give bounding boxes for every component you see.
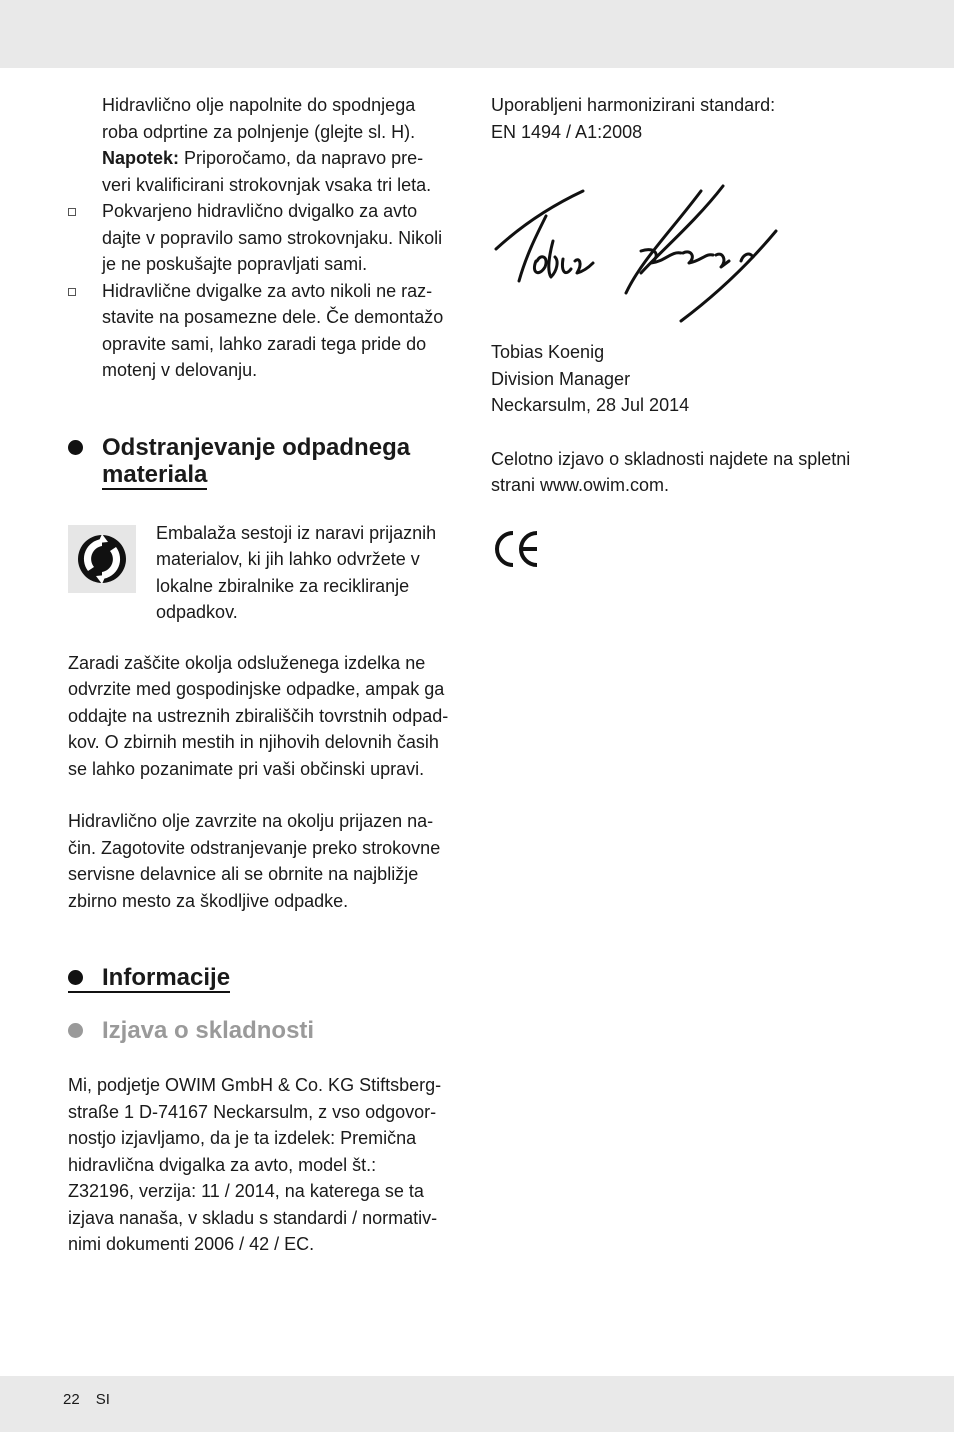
bullet-square-icon — [68, 288, 76, 296]
text-line: motenj v delovanju. — [102, 360, 258, 380]
text-line: se lahko pozanimate pri vaši občinski upravi. — [68, 758, 425, 779]
paragraph-environment — [68, 650, 468, 783]
left-column — [68, 92, 468, 1258]
signer-block — [491, 339, 891, 419]
text-line: kov. O zbirnih mestih in njihovih delovnih časih — [68, 732, 439, 752]
signature-image — [491, 181, 791, 331]
note-label: Napotek: — [102, 148, 180, 168]
text-line: čin. Zagotovite odstranjevanje preko strokovne — [68, 837, 441, 858]
bullet-dot-icon — [68, 440, 83, 455]
section-heading-conformity — [68, 1017, 468, 1044]
text-line: Pokvarjeno hidravlično dvigalko za avto — [102, 201, 418, 221]
signer-name: Tobias Koenig — [491, 342, 605, 362]
text-line: opravite sami, lahko zaradi tega pride do — [102, 333, 427, 354]
bullet-square-icon — [68, 208, 76, 216]
heading-text: Izjava o skladnosti — [102, 1017, 315, 1044]
text-line: nostjo izjavljamo, da je ta izdelek: Premična — [68, 1128, 417, 1148]
text-line: je ne poskušajte popravljati sami. — [102, 254, 368, 274]
text-line: lokalne zbiralnike za recikliranje — [156, 575, 410, 596]
text-line: Celotno izjavo o skladnosti najdete na spletni — [491, 448, 851, 469]
note-text: Priporočamo, da napravo pre- — [179, 148, 424, 168]
bullet-dot-icon — [68, 970, 83, 985]
text-line: Zaradi zaščite okolja odsluženega izdelka ne — [68, 652, 426, 673]
intro-text — [68, 92, 468, 198]
text-line: materialov, ki jih lahko odvržete v — [156, 549, 420, 569]
text-line: roba odprtine za polnjenje (glejte sl. H). — [102, 121, 416, 142]
text-line: Mi, podjetje OWIM GmbH & Co. KG Stiftsberg- — [68, 1075, 442, 1095]
signer-title: Division Manager — [491, 368, 631, 389]
text-line: oddajte na ustreznih zbirališčih tovrstnih odpad- — [68, 705, 449, 726]
paragraph-declaration — [68, 1072, 468, 1258]
page-footer — [63, 1391, 126, 1408]
text-line: zbirno mesto za škodljive odpadke. — [68, 890, 349, 911]
text-line: stavite na posamezne dele. Če demontažo — [102, 307, 444, 327]
text-line: servisne delavnice ali se obrnite na najbližje — [68, 864, 419, 884]
top-bar — [0, 0, 954, 68]
text-line: odvrzite med gospodinjske odpadke, ampak ga — [68, 679, 445, 699]
text-line: nimi dokumenti 2006 / 42 / EC. — [68, 1234, 315, 1254]
green-dot-recycle-icon — [68, 525, 136, 593]
recycle-block — [68, 520, 468, 624]
standard-value: EN 1494 / A1:2008 — [491, 121, 643, 142]
section-heading-info — [68, 964, 468, 993]
heading-line: materiala — [102, 460, 208, 488]
recycle-text — [156, 520, 468, 626]
standard-label: Uporabljeni harmonizirani standard: — [491, 95, 776, 115]
text-line: Hidravlično olje napolnite do spodnjega — [102, 95, 416, 115]
bullet-item — [68, 198, 468, 278]
place-date: Neckarsulm, 28 Jul 2014 — [491, 395, 690, 415]
paragraph-oil — [68, 808, 468, 914]
language-code: SI — [95, 1391, 110, 1408]
text-line: izjava nanaša, v skladu s standardi / normativ- — [68, 1207, 438, 1228]
page-number: 22 — [63, 1391, 80, 1408]
text-line: veri kvalificirani strokovnjak vsaka tri leta. — [102, 174, 432, 195]
heading-text: Informacije — [102, 964, 231, 991]
text-line: Embalaža sestoji iz naravi prijaznih — [156, 522, 437, 543]
text-line: odpadkov. — [156, 602, 238, 622]
heading-line: Odstranjevanje odpadnega — [102, 433, 411, 461]
full-declaration-note — [491, 446, 891, 499]
text-line: Z32196, verzija: 11 / 2014, na katerega se ta — [68, 1181, 424, 1201]
bullet-dot-icon — [68, 1023, 83, 1038]
text-line: dajte v popravilo samo strokovnjaku. Nikoli — [102, 227, 443, 248]
note-line — [102, 145, 468, 172]
text-line: straße 1 D-74167 Neckarsulm, z vso odgovor- — [68, 1101, 437, 1122]
section-heading-disposal — [68, 434, 468, 490]
bottom-bar — [0, 1376, 954, 1432]
ce-mark-icon — [491, 529, 541, 569]
text-line: Hidravlične dvigalke za avto nikoli ne raz- — [102, 280, 433, 301]
right-column — [491, 92, 891, 569]
bullet-item — [68, 278, 468, 384]
text-line: hidravlična dvigalka za avto, model št.: — [68, 1154, 377, 1175]
text-line: strani www.owim.com. — [491, 475, 670, 495]
text-line: Hidravlično olje zavrzite na okolju prijazen na- — [68, 811, 434, 831]
